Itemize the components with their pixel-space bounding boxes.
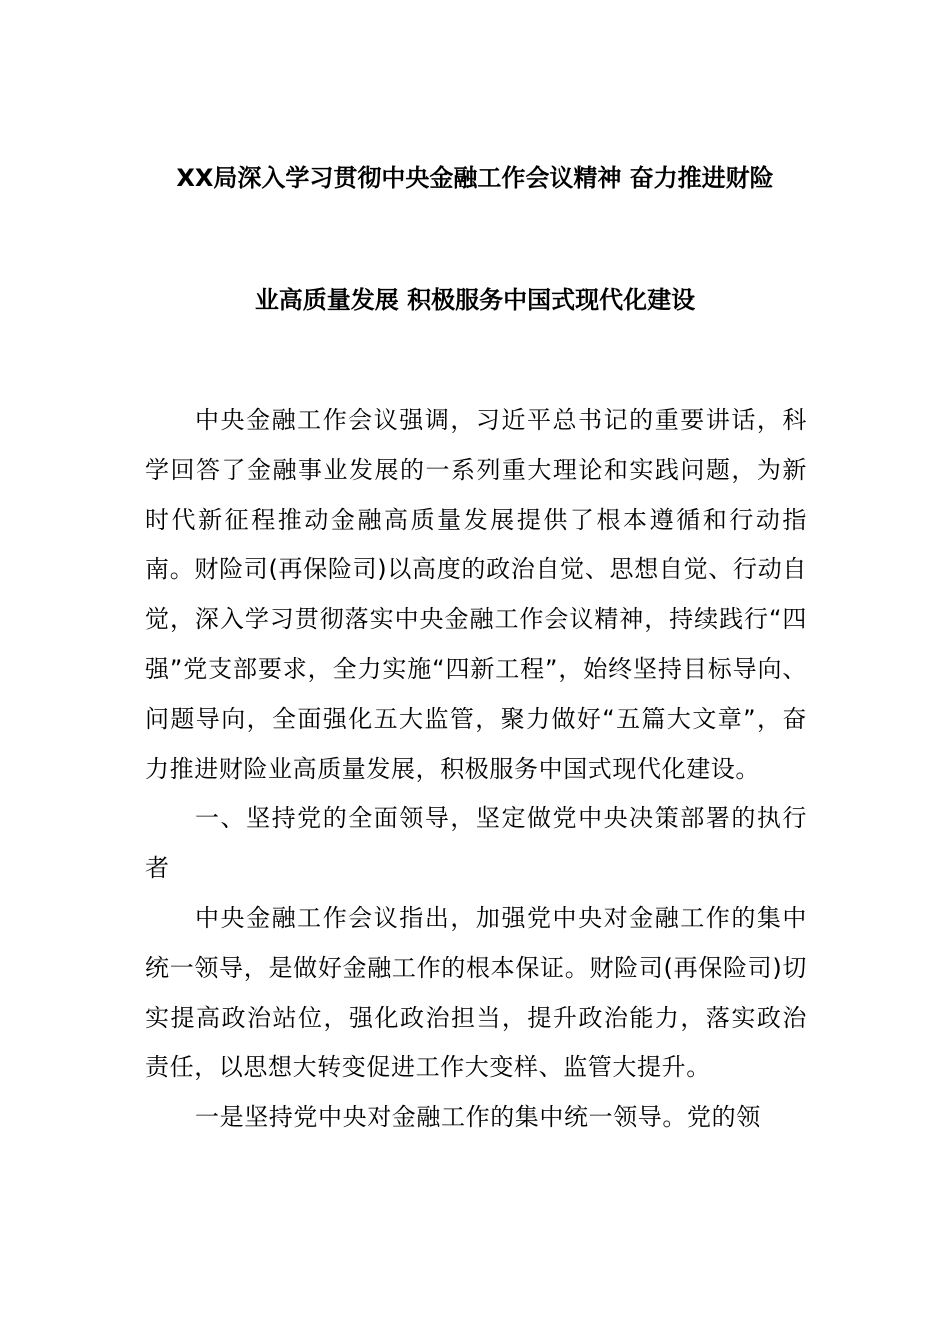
paragraph-point-1: 一是坚持党中央对金融工作的集中统一领导。党的领 bbox=[195, 1103, 761, 1132]
document-body bbox=[145, 396, 807, 1143]
paragraph-intro: 中央金融工作会议强调，习近平总书记的重要讲话，科学回答了金融事业发展的一系列重大理论和实践问题，为新时代新征程推动金融高质量发展提供了根本遵循和行动指南。财险司(再保险司)以高度的政治自觉、思想自觉、行动自觉，深入学习贯彻落实中央金融工作会议精神，持续践行“四强”党支部要求，全力实施“四新工程”，始终坚持目标导向、问题导向，全面强化五大监管，聚力做好“五篇大文章”，奋力推进财险业高质量发展，积极服务中国式现代化建设。 bbox=[145, 406, 807, 783]
section-heading-1: 一、坚持党的全面领导，坚定做党中央决策部署的执行者 bbox=[145, 804, 807, 883]
document-title-line-1: XX局深入学习贯彻中央金融工作会议精神 奋力推进财险 bbox=[176, 164, 774, 192]
paragraph-section-1: 中央金融工作会议指出，加强党中央对金融工作的集中统一领导，是做好金融工作的根本保证。财险司(再保险司)切实提高政治站位，强化政治担当，提升政治能力，落实政治责任，以思想大转变促进工作大变样、监管大提升。 bbox=[145, 903, 807, 1082]
document-title-line-2: 业高质量发展 积极服务中国式现代化建设 bbox=[254, 286, 696, 314]
